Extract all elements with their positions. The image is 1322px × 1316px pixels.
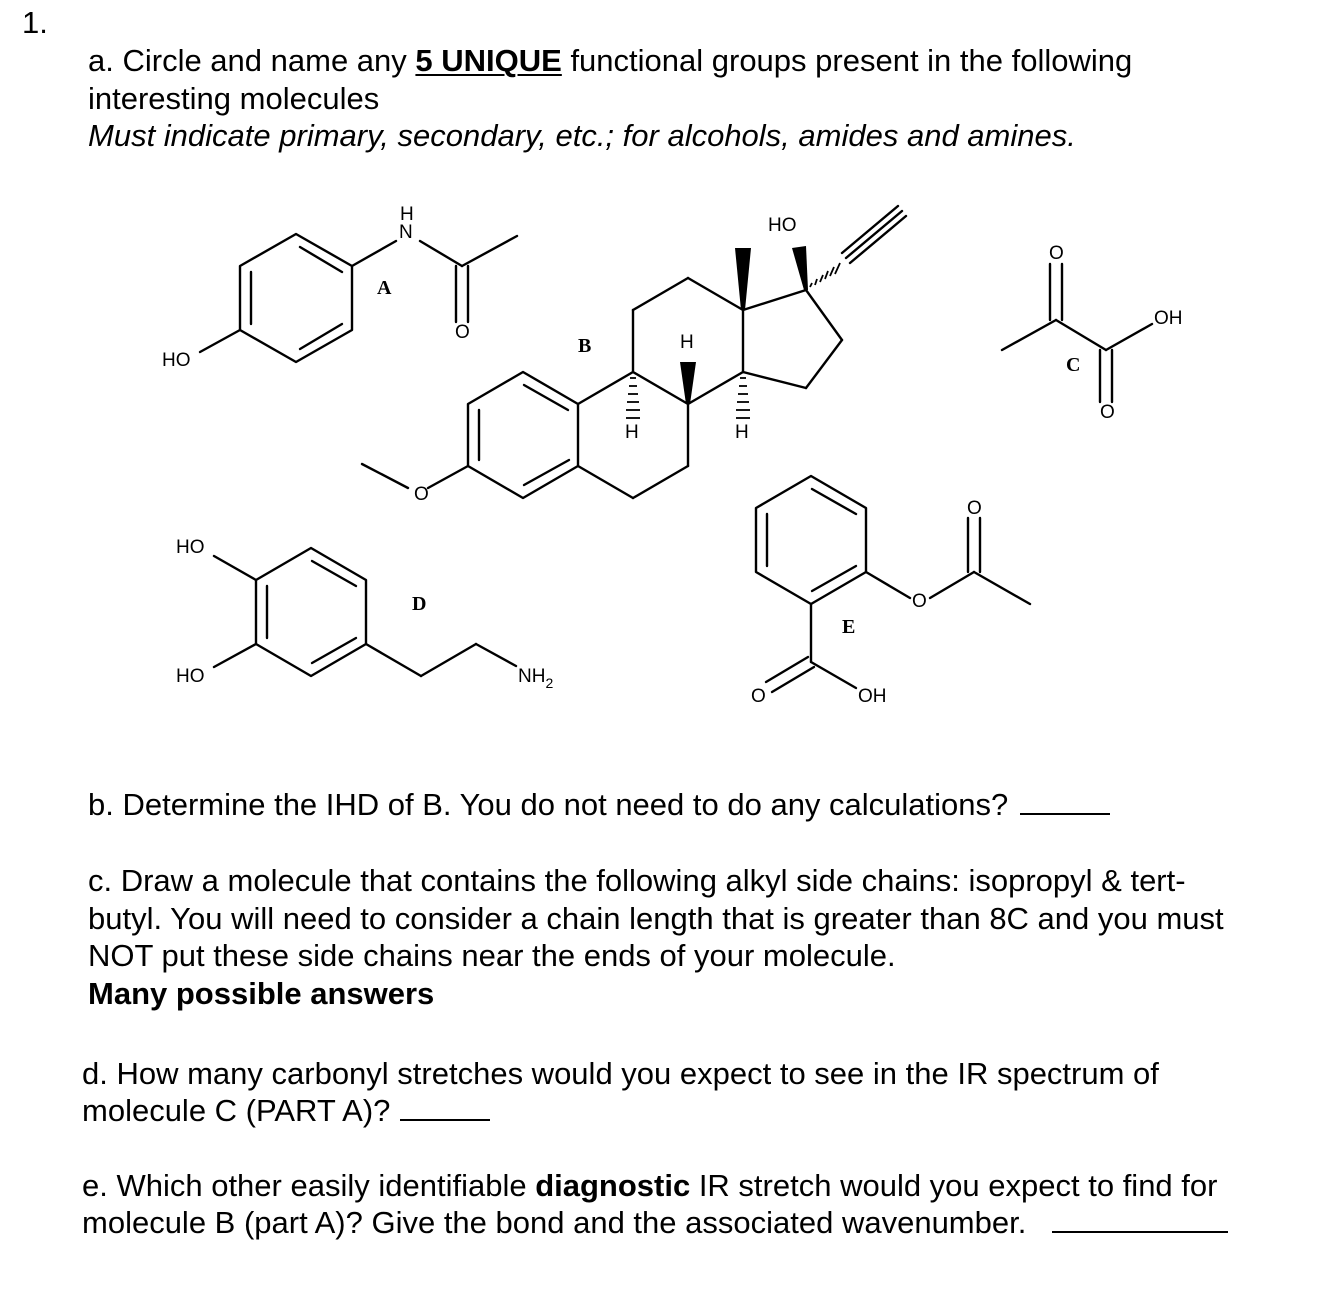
molecule-d-ho-top: HO [176, 537, 205, 558]
molecule-e-structure [756, 476, 1030, 692]
molecule-e-ester-o: O [912, 591, 927, 612]
part-e-answer-blank[interactable] [1052, 1205, 1228, 1233]
molecule-b-h-right: H [735, 422, 749, 443]
part-c-note: Many possible answers [88, 976, 435, 1011]
molecule-c-label: C [1066, 354, 1081, 376]
part-a-emphasis: 5 UNIQUE [415, 43, 562, 78]
molecule-b-label: B [578, 335, 592, 357]
molecule-c-o-top: O [1049, 243, 1064, 264]
molecule-e-acid-o: O [751, 686, 766, 707]
molecule-c-structure [1002, 264, 1152, 402]
part-a-line2: interesting molecules [88, 81, 380, 116]
molecule-b-wedge-h [680, 362, 696, 404]
molecule-e-carbonyl-o: O [967, 498, 982, 519]
molecule-b-structure [362, 206, 906, 498]
molecule-d-ho-bottom: HO [176, 666, 205, 687]
part-e-question: molecule B (part A)? Give the bond and the associated wavenumber. [82, 1205, 1027, 1240]
molecule-b-wedge-oh [792, 246, 808, 290]
molecule-b-h-top: H [680, 332, 694, 353]
molecule-b-wedge-methyl [735, 248, 751, 310]
molecule-d-label: D [412, 593, 427, 615]
part-b-line [88, 786, 1110, 824]
part-b-question: b. Determine the IHD of B. You do not need to do any calculations? [88, 787, 1009, 822]
part-e-emphasis: diagnostic [535, 1168, 691, 1203]
part-e-line1-pre: e. Which other easily identifiable [82, 1168, 536, 1203]
molecule-d-nh2: $NH_2$ [518, 666, 554, 691]
part-d-answer-blank[interactable] [400, 1093, 490, 1121]
part-c-line2: butyl. You will need to consider a chain length that is greater than 8C and you must [88, 901, 1224, 936]
molecule-b-h-left: H [625, 422, 639, 443]
part-d-line2 [82, 1092, 490, 1130]
part-d-line1: d. How many carbonyl stretches would you expect to see in the IR spectrum of [82, 1056, 1159, 1091]
part-d-question: molecule C (PART A)? [82, 1093, 391, 1128]
molecule-e-oh: OH [858, 686, 887, 707]
part-e-line1 [82, 1167, 1217, 1205]
molecule-d-structure [214, 548, 516, 676]
part-e-line2 [82, 1204, 1228, 1242]
part-e-line1-post: IR stretch would you expect to find for [690, 1168, 1218, 1203]
molecule-a-label: A [377, 277, 392, 299]
part-a-line1-pre: a. Circle and name any [88, 43, 416, 78]
molecule-a-nh-n: N [399, 222, 413, 243]
part-c-line1: c. Draw a molecule that contains the following alkyl side chains: isopropyl & tert- [88, 863, 1186, 898]
molecule-e-label: E [842, 616, 856, 638]
molecule-a-nh-h: H [400, 204, 414, 225]
question-number: 1. [22, 5, 48, 40]
molecule-b-methoxy-o: O [414, 484, 429, 505]
part-a-instruction: Must indicate primary, secondary, etc.; for alcohols, amides and amines. [88, 118, 1076, 153]
molecule-b-ho: HO [768, 215, 797, 236]
part-a-line1-post: functional groups present in the following [561, 43, 1133, 78]
molecule-c-o-bottom: O [1100, 402, 1115, 423]
molecule-b-hashed-bonds [626, 263, 840, 418]
molecule-a-ho: HO [162, 350, 191, 371]
molecule-a-carbonyl-o: O [455, 322, 470, 343]
part-c-line3: NOT put these side chains near the ends of your molecule. [88, 938, 896, 973]
molecule-c-oh: OH [1154, 308, 1183, 329]
part-b-answer-blank[interactable] [1020, 787, 1110, 815]
